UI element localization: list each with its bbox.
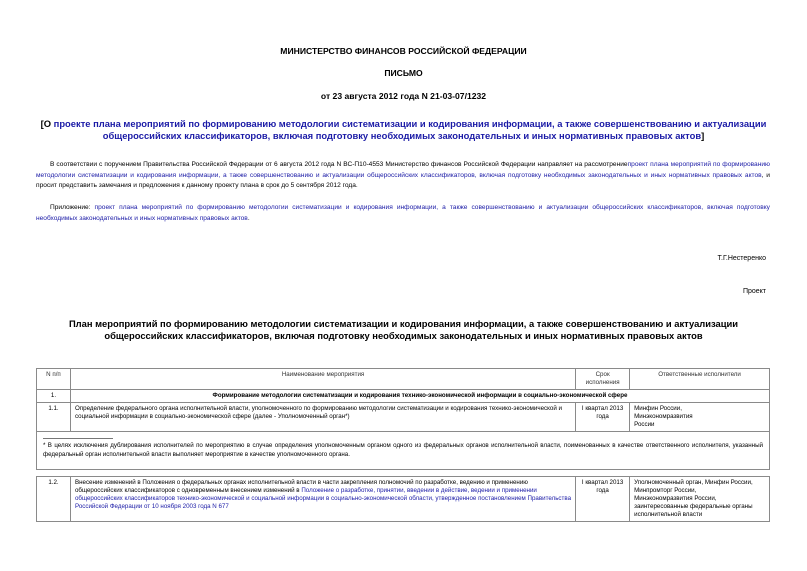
plan-draft-link[interactable]: проект плана мероприятий по формированию методологии систематизации и кодирования информации, а также совершенствованию и актуализации общероссийских классификаторов, включая подготовку необходимых законодательных и иных нормативных правовых актов [36,161,770,179]
table-header-row [37,369,770,390]
header-responsible: Ответственные исполнители [630,369,770,390]
header-name: Наименование мероприятия [70,369,575,390]
subject-link[interactable]: проекте плана мероприятий по формированию методологии систематизации и кодирования информации, а также совершенствованию и актуализации общероссийских классификаторов, включая подготовку необходимых законодательных и иных нормативных правовых актов [53,118,767,141]
section-title: Формирование методологии систематизации и кодирования технико-экономической информации в социально-экономической сфере [70,390,769,403]
plan-title: План мероприятий по формированию методологии систематизации и кодирования информации, а также совершенствованию и актуализации общероссийских классификаторов, включая подготовку необходимых законодательных и иных нормативных правовых актов [68,318,739,341]
footnote: * В целях исключения дублирования исполнителей по мероприятию в случае определения уполномоченным органом одного из федеральных органов исполнительной власти, поименованных в качестве ответственного исполнителя, указанный федеральный орган исполнительной власти выполняет мероприятие в качестве уполномоченного органа. [43,442,763,458]
attachment-link[interactable]: проект плана мероприятий по формированию методологии систематизации и кодирования информации, а также совершенствованию и актуализации общероссийских классификаторов, включая подготовку необходимых законодательных и иных нормативных правовых актов [36,204,770,222]
row-responsible: Минфин России, Минэкономразвития России [630,403,770,432]
ministry-heading: МИНИСТЕРСТВО ФИНАНСОВ РОССИЙСКОЙ ФЕДЕРАЦИИ [280,46,527,56]
section-num: 1. [37,390,71,403]
row-name: Определение федерального органа исполнительной власти, уполномоченного по формированию методологии систематизации и кодирования технико-экономической и социальной информации в социально-экономической сфере (далее - Уполномоченный орган*) [70,403,575,432]
header-num: N п/п [37,369,71,390]
row-num: 1.2. [37,477,71,522]
row-term: I квартал 2013 года [576,477,630,522]
row-num: 1.1. [37,403,71,432]
regulation-link[interactable]: Положение о разработке, принятии, введении в действие, ведении и применении общероссийских классификаторов технико-экономической и социальной информации в социально-экономической области, утвержденное постановлением Правительства Российской Федерации от 10 ноября 2003 года N 677 [74,487,572,510]
row-name: Внесение изменений в Положения о федеральных органах исполнительной власти в части закрепления полномочий по разработке, ведению и применению общероссийских классификаторов с одновременным внесением изменений в Положение о разработке, принятии, введении в действие, ведении и применении общероссийских классификаторов технико-экономической и социальной информации в социально-экономической области, утвержденное постановлением Правительства Российской Федерации от 10 ноября 2003 года N 677 [70,477,575,522]
body-paragraph-1: В соответствии с поручением Правительства Российской Федерации от 6 августа 2012 года N ВС-П10-4553 Министерство финансов Российской Федерации направляет на рассмотрениепроект плана мероприятий по формированию методологии систематизации и кодирования информации, а также совершенствованию и актуализации общероссийских классификаторов, включая подготовку необходимых законодательных и иных нормативных правовых актов, и просит представить замечания и предложения к данному проекту плана в срок до 5 сентября 2012 года. [36,161,770,190]
signature: Т.Г.Нестеренко [717,255,766,262]
draft-label: Проект [742,288,766,295]
header-term: Срок исполнения [576,369,630,390]
section-row [37,390,770,403]
body-paragraph-2: Приложение: проект плана мероприятий по формированию методологии систематизации и кодирования информации, а также совершенствованию и актуализации общероссийских классификаторов, включая подготовку необходимых законодательных и иных нормативных правовых актов. [36,204,770,222]
row-responsible: Уполномоченный орган, Минфин России, Минпромторг России, Минэкономразвития России, заинтересованные федеральные органы исполнительной власти [630,477,770,522]
footnote-row [37,432,770,470]
doc-type-heading: ПИСЬМО [384,68,423,78]
table-row [37,403,770,432]
row-term: I квартал 2013 года [576,403,630,432]
doc-date-number: от 23 августа 2012 года N 21-03-07/1232 [320,91,487,101]
plan-table [36,368,770,522]
table-row [37,477,770,522]
letter-subject: [О проекте плана мероприятий по формированию методологии систематизации и кодирования информации, а также совершенствованию и актуализации общероссийских классификаторов, включая подготовку необходимых законодательных и иных нормативных правовых актов] [40,118,767,141]
